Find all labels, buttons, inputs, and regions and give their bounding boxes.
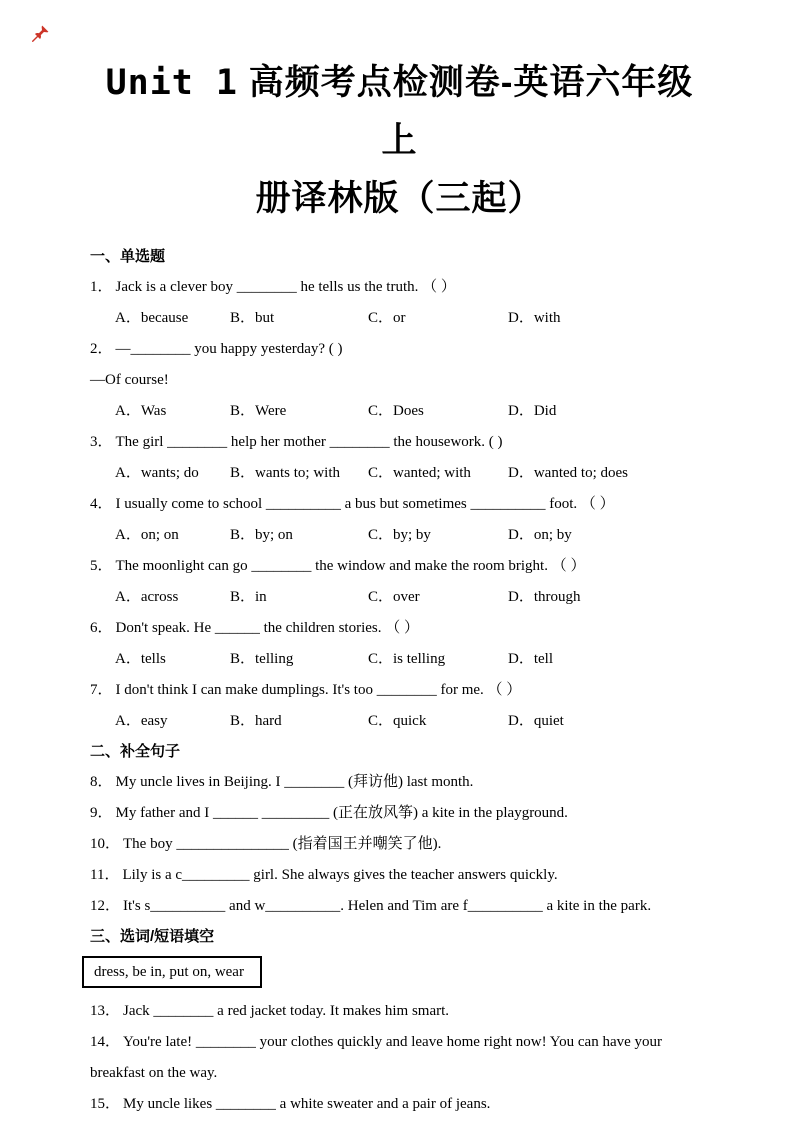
question-number: 12． [90, 898, 121, 914]
option-b: B．Were [230, 403, 287, 419]
options-row [90, 706, 709, 737]
option-c: C．is telling [368, 651, 446, 667]
option-d: D．through [508, 589, 581, 605]
option-c: C．by; by [368, 527, 431, 543]
pushpin-icon [30, 24, 50, 44]
option-a: A．tells [115, 651, 166, 667]
question-2 [90, 334, 709, 427]
question-9: 9． My father and I ______ _________ (正在放风筝) a kite in the playground. [90, 798, 709, 829]
options-row [90, 396, 709, 427]
question-number: 14． [90, 1034, 121, 1050]
options-row [90, 582, 709, 613]
question-number: 6． [90, 620, 113, 636]
option-d: D．wanted to; does [508, 465, 628, 481]
question-text: 4． I usually come to school __________ a bus but sometimes __________ foot. （ ） [90, 489, 709, 520]
option-a: A．Was [115, 403, 167, 419]
option-d: D．on; by [508, 527, 572, 543]
title-line2: 册译林版（三起） [255, 179, 544, 218]
page-title [90, 54, 709, 228]
option-d: D．tell [508, 651, 553, 667]
question-15: 15． My uncle likes ________ a white sweater and a pair of jeans. [90, 1089, 709, 1120]
question-text: 6． Don't speak. He ______ the children stories. （ ） [90, 613, 709, 644]
question-number: 10． [90, 836, 121, 852]
question-number: 4． [90, 496, 113, 512]
question-follow-line: —Of course! [90, 372, 169, 388]
question-5 [90, 551, 709, 613]
question-12: 12． It's s__________ and w__________. Helen and Tim are f__________ a kite in the park. [90, 891, 709, 922]
question-7 [90, 675, 709, 737]
question-text: 7． I don't think I can make dumplings. It's too ________ for me. （ ） [90, 675, 709, 706]
word-bank-box: dress, be in, put on, wear [82, 956, 262, 988]
option-c: C．quick [368, 713, 427, 729]
option-c: C．wanted; with [368, 465, 471, 481]
section-word-choice [90, 922, 709, 1120]
question-3 [90, 427, 709, 489]
question-11: 11． Lily is a c_________ girl. She always gives the teacher answers quickly. [90, 860, 709, 891]
question-text: 3． The girl ________ help her mother ________ the housework. ( ) [90, 427, 709, 458]
title-line1-zh: 高频考点检测卷-英语六年级上 [238, 63, 694, 160]
question-text: 5． The moonlight can go ________ the window and make the room bright. （ ） [90, 551, 709, 582]
options-row [90, 644, 709, 675]
option-c: C．over [368, 589, 420, 605]
question-number: 9． [90, 805, 113, 821]
question-number: 1． [90, 279, 113, 295]
question-number: 11． [90, 867, 120, 883]
section-multiple-choice [90, 242, 709, 737]
section-two-heading: 二、补全句子 [90, 743, 181, 760]
question-6 [90, 613, 709, 675]
options-row [90, 303, 709, 334]
question-13: 13． Jack ________ a red jacket today. It makes him smart. [90, 996, 709, 1027]
question-number: 2． [90, 341, 113, 357]
question-text: 1． Jack is a clever boy ________ he tells us the truth. （ ） [90, 272, 709, 303]
option-c: C．or [368, 310, 406, 326]
question-4 [90, 489, 709, 551]
question-1 [90, 272, 709, 334]
option-c: C．Does [368, 403, 424, 419]
option-a: A．across [115, 589, 179, 605]
question-10: 10． The boy _______________ (指着国王并嘲笑了他). [90, 829, 709, 860]
option-b: B．but [230, 310, 275, 326]
option-b: B．wants to; with [230, 465, 341, 481]
question-number: 15． [90, 1096, 121, 1112]
section-one-heading: 一、单选题 [90, 248, 166, 265]
option-b: B．telling [230, 651, 294, 667]
option-b: B．hard [230, 713, 282, 729]
option-d: D．quiet [508, 713, 564, 729]
question-8: 8． My uncle lives in Beijing. I ________ (拜访他) last month. [90, 767, 709, 798]
option-a: A．because [115, 310, 189, 326]
option-a: A．easy [115, 713, 168, 729]
title-unit-number: Unit 1 [105, 63, 239, 103]
option-d: D．with [508, 310, 561, 326]
option-b: B．by; on [230, 527, 293, 543]
question-number: 5． [90, 558, 113, 574]
option-a: A．on; on [115, 527, 179, 543]
question-text: 2． —________ you happy yesterday? ( ) [90, 334, 709, 365]
options-row [90, 520, 709, 551]
question-number: 3． [90, 434, 113, 450]
word-bank-row [90, 956, 709, 988]
question-number: 13． [90, 1003, 121, 1019]
option-b: B．in [230, 589, 267, 605]
question-number: 7． [90, 682, 113, 698]
options-row [90, 458, 709, 489]
section-three-heading: 三、选词/短语填空 [90, 928, 215, 945]
question-number: 8． [90, 774, 113, 790]
option-a: A．wants; do [115, 465, 199, 481]
question-14: 14． You're late! ________ your clothes quickly and leave home right now! You can have your breakfast on the way. [90, 1027, 709, 1089]
option-d: D．Did [508, 403, 557, 419]
section-complete-sentences [90, 737, 709, 922]
